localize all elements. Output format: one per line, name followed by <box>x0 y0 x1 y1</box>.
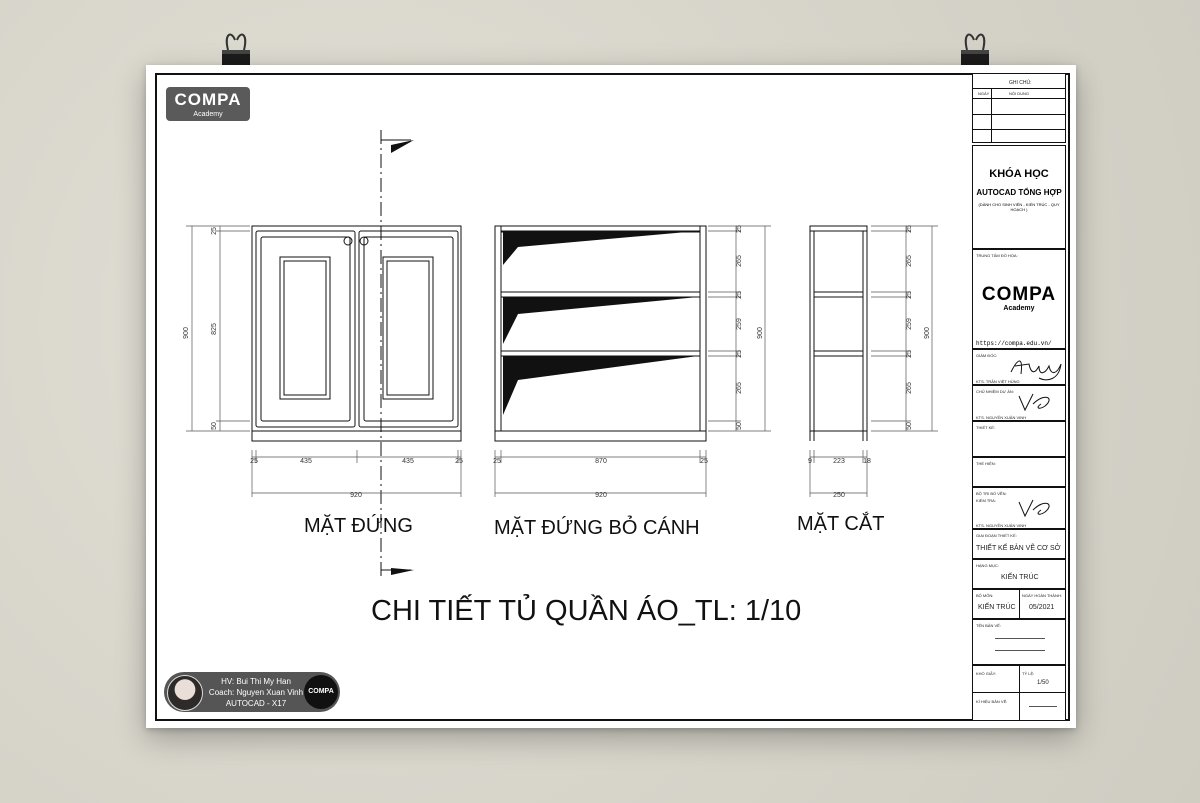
col-content: NỘI DUNG <box>1009 91 1029 96</box>
paper-scale-cell <box>972 665 1066 721</box>
website: https://compa.edu.vn/ <box>976 340 1052 347</box>
item-cell <box>972 559 1066 589</box>
col-date: NGÀY <box>978 91 990 96</box>
label-section-view: MẶT CẮT <box>797 513 885 535</box>
scale-value: 1/50 <box>1037 680 1049 686</box>
badge-coach: Coach: Nguyen Xuan Vinh <box>208 688 304 697</box>
check-label2: KIỂM TRA: <box>976 498 996 503</box>
dim-open-t3: 25 <box>736 350 743 358</box>
shadow-2 <box>503 297 698 344</box>
shadow-3 <box>503 356 698 415</box>
drawing-sheet <box>146 65 1076 728</box>
dim-open-total-w: 920 <box>595 492 607 499</box>
course-subtitle: AUTOCAD TỔNG HỢP <box>976 188 1062 197</box>
dim-open-t1: 25 <box>736 225 743 233</box>
badge-student: HV: Bui Thi My Han <box>221 677 291 686</box>
dim-section-shelf3: 265 <box>906 382 913 394</box>
section-view <box>810 226 867 441</box>
dim-front-top: 25 <box>211 227 218 235</box>
draft-label: THỂ HIỆN: <box>976 461 996 466</box>
lead-cell <box>972 385 1066 421</box>
item-label: HẠNG MỤC: <box>976 563 999 568</box>
scale-label: TỶ LỆ: <box>1022 671 1035 676</box>
dim-front-side: 25 <box>250 458 258 465</box>
phase-value: THIẾT KẾ BẢN VẼ CƠ SỞ <box>976 545 1061 552</box>
dim-section-depth: 223 <box>833 458 845 465</box>
section-arrow-bottom <box>391 568 414 575</box>
lead-signature <box>1015 390 1061 416</box>
front-elevation-no-doors <box>495 226 706 441</box>
dim-open-total-h: 900 <box>757 327 764 339</box>
dim-open-base: 50 <box>736 422 743 430</box>
dept-label: BỘ MÔN: <box>976 593 994 598</box>
label-front-no-door: MẶT ĐỨNG BỎ CÁNH <box>494 517 700 539</box>
phase-label: GIAI ĐOẠN THIẾT KẾ: <box>976 533 1017 538</box>
compa-logo: COMPA Academy <box>166 87 250 121</box>
dim-open-shelf1: 265 <box>736 255 743 267</box>
check-cell <box>972 487 1066 529</box>
director-cell <box>972 349 1066 385</box>
lead-name: KTS. NGUYỄN XUÂN VINH <box>976 415 1027 420</box>
student-badge <box>164 672 340 712</box>
item-value: KIẾN TRÚC <box>1001 574 1039 581</box>
badge-course: AUTOCAD - X17 <box>225 699 287 708</box>
dim-front-total-h: 900 <box>183 327 190 339</box>
dim-front-base: 50 <box>211 422 218 430</box>
dim-open-side: 25 <box>493 458 501 465</box>
badge-text <box>204 676 308 709</box>
check-signature <box>1015 496 1061 522</box>
dim-open-shelf3: 265 <box>736 382 743 394</box>
center-logo-sub: Academy <box>1003 305 1035 312</box>
dim-section-total-h: 900 <box>924 327 931 339</box>
lead-label: CHỦ NHIỆM DỰ ÁN: <box>976 389 1014 394</box>
dim-front-door: 435 <box>300 458 312 465</box>
center-cell <box>972 249 1066 349</box>
badge-logo: COMPA <box>304 675 338 709</box>
title-block <box>972 73 1068 721</box>
dim-section-total-d: 250 <box>833 492 845 499</box>
cad-drawing <box>146 65 1076 728</box>
center-logo: COMPA <box>981 284 1057 305</box>
dept-date-cell <box>972 589 1066 619</box>
drawing-title: CHI TIẾT TỦ QUẦN ÁO_TL: 1/10 <box>371 595 802 627</box>
notes-cell <box>972 73 1066 143</box>
draft-cell <box>972 457 1066 487</box>
dim-open-t2: 25 <box>736 291 743 299</box>
shadow-1 <box>503 231 698 265</box>
dim-front-side2: 25 <box>455 458 463 465</box>
front-elevation <box>252 226 461 441</box>
design-cell <box>972 421 1066 457</box>
course-title: KHÓA HỌC <box>989 168 1049 180</box>
director-name: KTS. TRẦN VIỆT HÙNG <box>976 379 1020 384</box>
sheet-name-cell <box>972 619 1066 665</box>
dim-open-shelf2: 259 <box>736 318 743 330</box>
dim-open-inner-w: 870 <box>595 458 607 465</box>
section-arrow-top <box>391 140 414 153</box>
director-signature <box>1009 354 1065 382</box>
dim-front-body-h: 825 <box>211 323 218 335</box>
avatar <box>167 675 203 711</box>
dim-section-right: 18 <box>863 458 871 465</box>
sheet-label: TÊN BẢN VẼ: <box>976 623 1001 628</box>
dim-front-door2: 435 <box>402 458 414 465</box>
dim-section-t1: 25 <box>906 225 913 233</box>
course-cell <box>972 145 1066 249</box>
code-label: KÍ HIỆU BẢN VẼ: <box>976 699 1008 704</box>
notes-header: GHI CHÚ: <box>1009 80 1032 86</box>
phase-cell <box>972 529 1066 559</box>
dim-section-shelf1: 265 <box>906 255 913 267</box>
size-label: KHỔ GIẤY: <box>976 671 997 676</box>
check-label: BỘ TRI BỐ VẼN: <box>976 491 1007 496</box>
design-label: THIẾT KẾ: <box>976 425 996 430</box>
date-value: 05/2021 <box>1029 604 1055 611</box>
dim-section-t2: 25 <box>906 291 913 299</box>
label-front-view: MẶT ĐỨNG <box>304 515 413 537</box>
dim-open-side2: 25 <box>700 458 708 465</box>
dim-section-base: 50 <box>906 422 913 430</box>
dim-section-shelf2: 259 <box>906 318 913 330</box>
date-label: NGÀY HOÀN THÀNH: <box>1022 593 1062 598</box>
check-name: KTS. NGUYỄN XUÂN VINH <box>976 523 1027 528</box>
dept-value: KIẾN TRÚC <box>978 604 1016 611</box>
dim-section-left: 9 <box>808 458 812 465</box>
director-label: GIÁM ĐỐC: <box>976 353 998 358</box>
dim-section-t3: 25 <box>906 350 913 358</box>
center-label: TRUNG TÂM ĐỒ HỌA: <box>976 253 1018 258</box>
course-note: (DÀNH CHO SINH VIÊN - KIẾN TRÚC - QUY HOẠCH ) <box>978 202 1060 212</box>
dim-front-total-w: 920 <box>350 492 362 499</box>
